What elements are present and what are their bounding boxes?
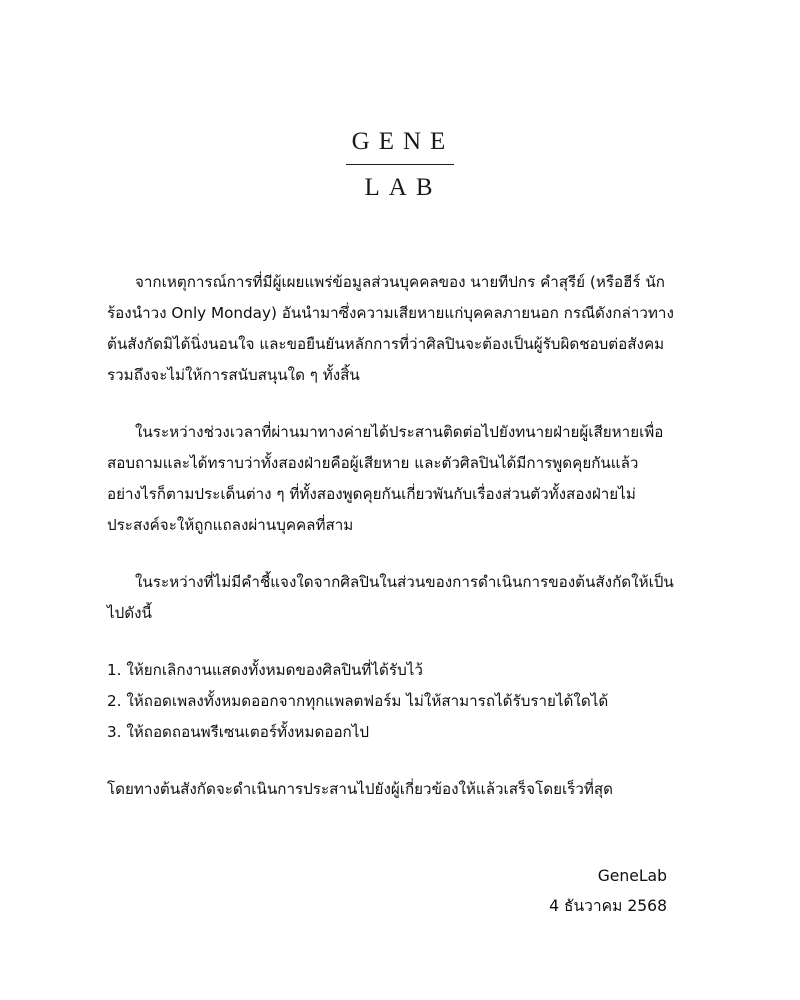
list-item: 1. ให้ยกเลิกงานแสดงทั้งหมดของศิลปินที่ได้รับไว้ bbox=[107, 661, 423, 679]
paragraph-3: ในระหว่างที่ไม่มีคำชี้แจงใดจากศิลปินในส่วนของการดำเนินการของต้นสังกัดให้เป็นไปดังนี้ bbox=[107, 573, 674, 622]
paragraph-2: ในระหว่างช่วงเวลาที่ผ่านมาทางค่ายได้ประสานติดต่อไปยังทนายฝ่ายผู้เสียหายเพื่อสอบถามและได้ทราบว่าทั้งสองฝ่ายคือผู้เสียหาย และตัวศิลปินได้มีการพูดคุยกันแล้ว อย่างไรก็ตามประเด็นต่าง ๆ ที่ทั้งสองพูดคุยกันเกี่ยวพันกับเรื่องส่วนตัวทั้งสองฝ่ายไม่ประสงค์จะให้ถูกแถลงผ่านบุคคลที่สาม bbox=[107, 423, 664, 534]
logo-line-gene: GENE bbox=[346, 128, 455, 165]
logo-line-lab: LAB bbox=[364, 173, 442, 201]
signature-block bbox=[107, 861, 687, 921]
signature-name: GeneLab bbox=[597, 867, 667, 885]
signature-date: 4 ธันวาคม 2568 bbox=[549, 897, 667, 915]
list-item: 2. ให้ถอดเพลงทั้งหมดออกจากทุกแพลตฟอร์ม ไม่ให้สามารถได้รับรายได้ใดได้ bbox=[107, 692, 609, 710]
brand-logo bbox=[0, 0, 800, 201]
paragraph-1: จากเหตุการณ์การที่มีผู้เผยแพร่ข้อมูลส่วนบุคคลของ นายทีปกร คำสุรีย์ (หรือฮีร์ นักร้องนำวง Only Monday) อันนำมาซึ่งความเสียหายแก่บุคคลภายนอก กรณีดังกล่าวทางต้นสังกัดมิได้นิ่งนอนใจ และขอยืนยันหลักการที่ว่าศิลปินจะต้องเป็นผู้รับผิดชอบต่อสังคมรวมถึงจะไม่ให้การสนับสนุนใด ๆ ทั้งสิ้น bbox=[107, 273, 674, 384]
action-list bbox=[107, 655, 687, 748]
statement-body bbox=[55, 267, 745, 921]
list-item: 3. ให้ถอดถอนพรีเซนเตอร์ทั้งหมดออกไป bbox=[107, 723, 370, 741]
closing-paragraph: โดยทางต้นสังกัดจะดำเนินการประสานไปยังผู้เกี่ยวข้องให้แล้วเสร็จโดยเร็วที่สุด bbox=[107, 780, 614, 798]
